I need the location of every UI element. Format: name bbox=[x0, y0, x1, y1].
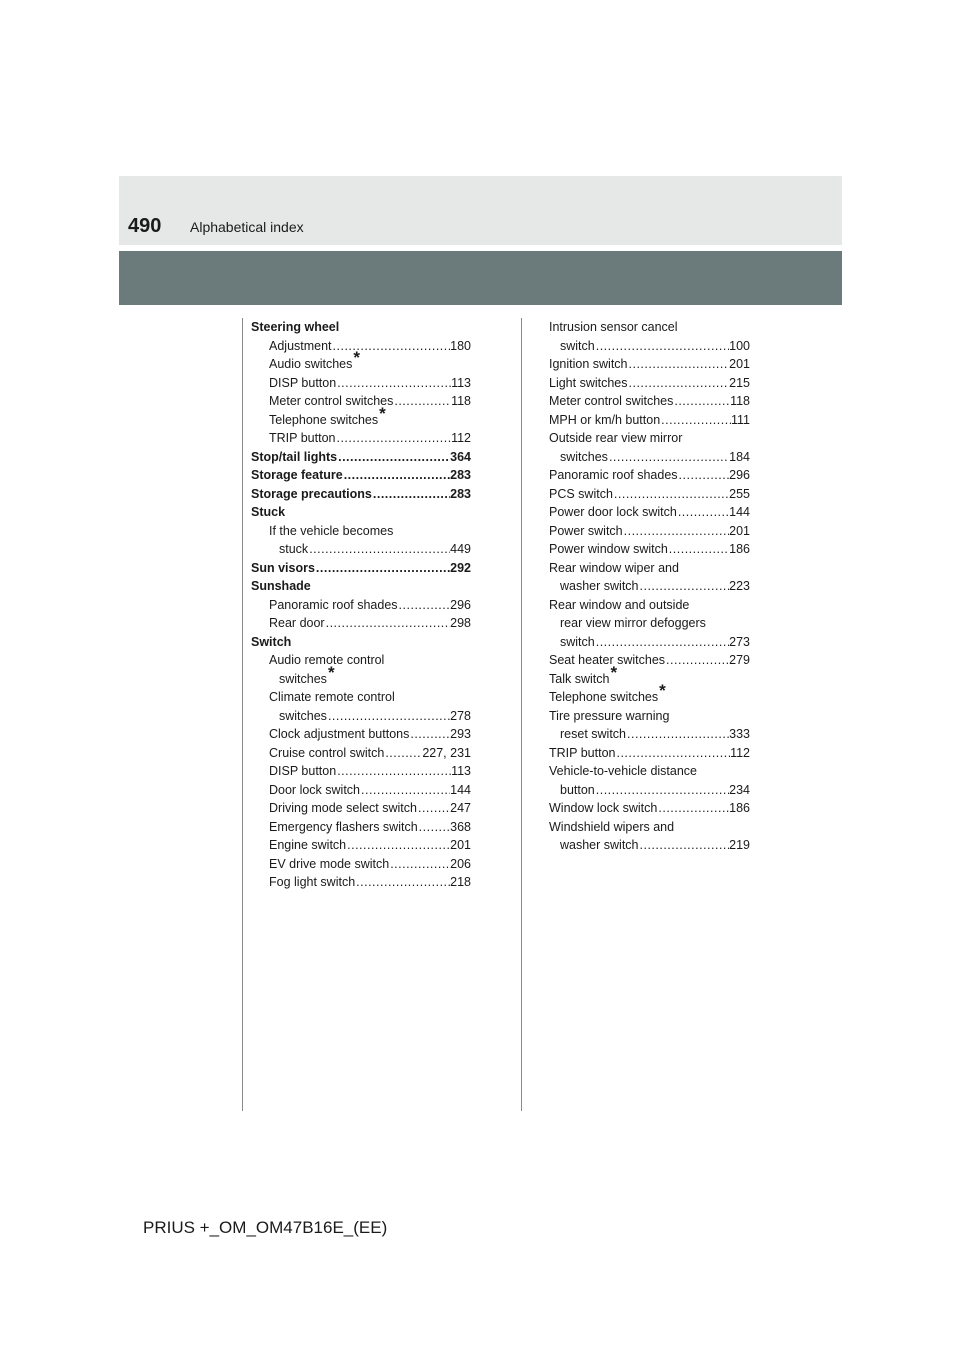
index-entry-label: Emergency flashers switch bbox=[269, 819, 418, 834]
page-reference[interactable]: 279 bbox=[729, 653, 750, 667]
dot-leader bbox=[393, 392, 451, 411]
index-entry bbox=[251, 503, 471, 522]
index-entry-label: MPH or km/h button bbox=[549, 412, 661, 427]
index-entry-label: Adjustment bbox=[269, 338, 332, 353]
index-entry-label: Stop/tail lights bbox=[251, 449, 338, 464]
dot-leader bbox=[623, 522, 730, 541]
dot-leader bbox=[608, 448, 729, 467]
index-entry-label: Ignition switch bbox=[549, 357, 628, 371]
dot-leader bbox=[665, 651, 729, 670]
index-entry-label: Intrusion sensor cancel bbox=[549, 320, 678, 334]
index-entry-label: Window lock switch bbox=[549, 801, 658, 815]
page-reference[interactable]: 227, 231 bbox=[422, 745, 471, 760]
index-entry bbox=[549, 429, 750, 448]
index-entry bbox=[251, 799, 471, 818]
index-entry-label: Power door lock switch bbox=[549, 505, 677, 519]
page-reference[interactable]: 186 bbox=[729, 542, 750, 556]
page-reference[interactable]: 296 bbox=[450, 597, 471, 612]
page-reference[interactable]: 201 bbox=[729, 523, 750, 538]
index-entry-label: Engine switch bbox=[269, 838, 347, 852]
dot-leader bbox=[628, 374, 730, 393]
index-entry bbox=[549, 651, 750, 670]
dot-leader bbox=[628, 355, 730, 374]
index-entry bbox=[251, 596, 471, 615]
page-reference[interactable]: 112 bbox=[730, 745, 750, 760]
index-entry-label: Power window switch bbox=[549, 542, 668, 556]
index-entry bbox=[549, 374, 750, 393]
page-reference[interactable]: 113 bbox=[451, 764, 471, 778]
dot-leader bbox=[595, 633, 729, 652]
index-entry bbox=[251, 466, 471, 485]
index-entry-label: Stuck bbox=[251, 505, 286, 519]
index-entry-label: washer switch bbox=[560, 579, 639, 593]
dot-leader bbox=[332, 337, 451, 356]
page-reference[interactable]: 247 bbox=[450, 801, 471, 815]
page-reference[interactable]: 292 bbox=[450, 560, 471, 575]
index-entry bbox=[251, 540, 471, 559]
dot-leader bbox=[595, 337, 729, 356]
dot-leader bbox=[626, 725, 729, 744]
index-entry-label: switch bbox=[560, 634, 595, 649]
index-entry-label: Rear window and outside bbox=[549, 597, 690, 612]
index-entry bbox=[251, 392, 471, 411]
dot-leader bbox=[315, 559, 450, 578]
page-reference[interactable]: 144 bbox=[729, 505, 750, 519]
dot-leader bbox=[360, 781, 450, 800]
index-entry-label: Door lock switch bbox=[269, 782, 360, 797]
dot-leader bbox=[389, 855, 450, 874]
index-entry-label: Vehicle-to-vehicle distance bbox=[549, 764, 697, 778]
index-entry bbox=[549, 799, 750, 818]
index-entry bbox=[251, 522, 471, 541]
page-reference[interactable]: 293 bbox=[450, 727, 471, 741]
index-entry-label: Windshield wipers and bbox=[549, 819, 675, 834]
page-reference[interactable]: 111 bbox=[730, 412, 750, 427]
index-entry-label: TRIP button bbox=[269, 431, 336, 445]
index-column-right bbox=[549, 318, 750, 855]
dot-leader bbox=[336, 374, 451, 393]
footnote-star: * bbox=[379, 403, 386, 423]
index-entry-label: Clock adjustment buttons bbox=[269, 727, 410, 741]
page-reference[interactable]: 215 bbox=[729, 375, 750, 390]
index-entry bbox=[549, 337, 750, 356]
index-entry-label: button bbox=[560, 782, 595, 797]
index-entry bbox=[549, 781, 750, 800]
index-entry-label: switches* bbox=[279, 662, 335, 686]
index-entry bbox=[251, 318, 471, 337]
page-reference[interactable]: 112 bbox=[451, 431, 471, 445]
page-number: 490 bbox=[128, 215, 162, 237]
index-entry-label: Steering wheel bbox=[251, 320, 340, 334]
index-entry bbox=[251, 633, 471, 652]
dot-leader bbox=[409, 725, 450, 744]
index-entry-label: rear view mirror defoggers bbox=[560, 616, 706, 630]
page-reference[interactable]: 255 bbox=[729, 486, 750, 501]
page-reference[interactable]: 201 bbox=[729, 357, 750, 371]
page-reference[interactable]: 144 bbox=[450, 782, 471, 797]
index-entry-label: switch bbox=[560, 338, 595, 353]
index-entry-label: Audio switches* bbox=[269, 348, 360, 371]
footnote-star: * bbox=[353, 348, 360, 367]
index-entry-label: Storage feature bbox=[251, 468, 343, 482]
dot-leader bbox=[384, 744, 422, 763]
index-entry-label: TRIP button bbox=[549, 745, 616, 760]
index-entry bbox=[251, 559, 471, 578]
index-entry bbox=[549, 448, 750, 467]
index-entry bbox=[549, 836, 750, 855]
index-entry-label: Sun visors bbox=[251, 560, 315, 575]
index-entry bbox=[549, 762, 750, 781]
page-reference[interactable]: 283 bbox=[450, 486, 471, 501]
index-entry-label: Climate remote control bbox=[269, 690, 395, 704]
index-entry bbox=[251, 348, 471, 374]
page-reference[interactable]: 298 bbox=[450, 616, 471, 630]
index-entry bbox=[549, 559, 750, 578]
dot-leader bbox=[337, 448, 450, 467]
index-entry bbox=[549, 577, 750, 596]
index-entry bbox=[251, 429, 471, 448]
page-reference[interactable]: 180 bbox=[450, 338, 471, 353]
page-reference[interactable]: 296 bbox=[729, 468, 750, 482]
page-reference[interactable]: 364 bbox=[450, 449, 471, 464]
dot-leader bbox=[595, 781, 729, 800]
dot-leader bbox=[335, 429, 451, 448]
dot-leader bbox=[325, 614, 451, 633]
dot-leader bbox=[613, 485, 729, 504]
index-entry-label: reset switch bbox=[560, 727, 626, 741]
index-entry-label: Meter control switches bbox=[269, 394, 394, 408]
index-entry-label: Telephone switches* bbox=[269, 403, 386, 427]
dot-leader bbox=[418, 818, 450, 837]
page-reference[interactable]: 333 bbox=[729, 727, 750, 741]
index-entry bbox=[251, 855, 471, 874]
dot-leader bbox=[657, 799, 729, 818]
index-entry-label: Power switch bbox=[549, 523, 623, 538]
index-entry-label: Rear door bbox=[269, 616, 325, 630]
column-rule-left bbox=[242, 318, 243, 1111]
index-entry-label: Panoramic roof shades bbox=[269, 597, 398, 612]
index-entry bbox=[251, 614, 471, 633]
index-entry bbox=[251, 688, 471, 707]
index-entry-label: stuck bbox=[279, 542, 309, 556]
page-reference[interactable]: 449 bbox=[450, 542, 471, 556]
page-reference[interactable]: 234 bbox=[729, 782, 750, 797]
index-entry bbox=[251, 836, 471, 855]
dot-leader bbox=[678, 466, 730, 485]
dot-leader bbox=[639, 577, 730, 596]
index-entry bbox=[251, 873, 471, 892]
column-rule-right bbox=[521, 318, 522, 1111]
index-entry-label: Audio remote control bbox=[269, 653, 385, 667]
header-dark-band bbox=[119, 251, 842, 305]
index-entry-label: Fog light switch bbox=[269, 875, 356, 889]
index-entry bbox=[549, 707, 750, 726]
index-entry bbox=[549, 681, 750, 707]
dot-leader bbox=[372, 485, 450, 504]
dot-leader bbox=[673, 392, 730, 411]
index-entry-label: Storage precautions bbox=[251, 486, 372, 501]
section-title: Alphabetical index bbox=[190, 219, 304, 235]
page-reference[interactable]: 184 bbox=[729, 449, 750, 464]
index-entry-label: Switch bbox=[251, 634, 292, 649]
index-entry bbox=[549, 744, 750, 763]
index-entry bbox=[549, 485, 750, 504]
index-entry-label: switches bbox=[560, 449, 608, 464]
footnote-star: * bbox=[610, 662, 618, 682]
dot-leader bbox=[346, 836, 450, 855]
index-entry bbox=[251, 725, 471, 744]
index-entry bbox=[251, 818, 471, 837]
dot-leader bbox=[308, 540, 450, 559]
index-entry bbox=[251, 707, 471, 726]
index-entry bbox=[251, 662, 471, 689]
index-entry bbox=[251, 403, 471, 430]
page-reference[interactable]: 206 bbox=[450, 856, 471, 871]
index-entry bbox=[549, 596, 750, 615]
index-entry bbox=[251, 651, 471, 670]
document-code: PRIUS +_OM_OM47B16E_(EE) bbox=[143, 1218, 388, 1237]
index-entry-label: Cruise control switch bbox=[269, 745, 385, 760]
footnote-star: * bbox=[659, 681, 666, 700]
index-entry bbox=[549, 411, 750, 430]
index-entry-label: Tire pressure warning bbox=[549, 708, 670, 723]
index-entry bbox=[251, 374, 471, 393]
index-entry bbox=[549, 662, 750, 689]
index-entry-label: Outside rear view mirror bbox=[549, 431, 683, 445]
dot-leader bbox=[343, 466, 450, 485]
index-entry bbox=[549, 633, 750, 652]
index-entry-label: washer switch bbox=[560, 838, 639, 852]
page-reference[interactable]: 273 bbox=[729, 634, 750, 649]
index-entry bbox=[549, 466, 750, 485]
index-entry-label: Driving mode select switch bbox=[269, 801, 417, 815]
dot-leader bbox=[336, 762, 451, 781]
dot-leader bbox=[677, 503, 729, 522]
index-entry bbox=[549, 355, 750, 374]
index-entry-label: EV drive mode switch bbox=[269, 856, 390, 871]
page-reference[interactable]: 118 bbox=[451, 394, 471, 408]
index-entry-label: Seat heater switches bbox=[549, 653, 666, 667]
index-entry-label: Meter control switches bbox=[549, 394, 674, 408]
index-entry bbox=[251, 337, 471, 356]
index-entry bbox=[549, 540, 750, 559]
index-entry-label: switches bbox=[279, 708, 327, 723]
index-entry bbox=[549, 392, 750, 411]
page-reference[interactable]: 186 bbox=[729, 801, 750, 815]
dot-leader bbox=[668, 540, 729, 559]
dot-leader bbox=[639, 836, 730, 855]
index-entry bbox=[251, 762, 471, 781]
page-reference[interactable]: 113 bbox=[451, 375, 471, 390]
index-entry bbox=[251, 448, 471, 467]
index-entry bbox=[549, 318, 750, 337]
index-entry bbox=[251, 781, 471, 800]
dot-leader bbox=[355, 873, 450, 892]
page-reference[interactable]: 201 bbox=[450, 838, 471, 852]
index-entry-label: Telephone switches* bbox=[549, 681, 666, 704]
index-column-left bbox=[251, 318, 471, 892]
page-reference[interactable]: 118 bbox=[730, 394, 750, 408]
index-entry bbox=[251, 485, 471, 504]
page-reference[interactable]: 219 bbox=[729, 838, 750, 852]
footnote-star: * bbox=[327, 662, 335, 682]
page-reference[interactable]: 368 bbox=[450, 819, 471, 834]
index-entry-label: DISP button bbox=[269, 764, 337, 778]
index-entry bbox=[549, 503, 750, 522]
index-entry-label: Light switches bbox=[549, 375, 628, 390]
page-reference[interactable]: 223 bbox=[729, 579, 750, 593]
page-reference[interactable]: 283 bbox=[450, 468, 471, 482]
index-entry-label: PCS switch bbox=[549, 486, 613, 501]
page-reference[interactable]: 278 bbox=[450, 708, 471, 723]
index-entry-label: Panoramic roof shades bbox=[549, 468, 678, 482]
dot-leader bbox=[615, 744, 730, 763]
index-entry-label: Rear window wiper and bbox=[549, 560, 679, 575]
index-entry-label: Talk switch* bbox=[549, 662, 618, 686]
dot-leader bbox=[398, 596, 451, 615]
index-entry bbox=[251, 577, 471, 596]
dot-leader bbox=[327, 707, 450, 726]
index-entry bbox=[549, 818, 750, 837]
index-entry bbox=[251, 744, 471, 763]
index-entry bbox=[549, 522, 750, 541]
page-reference[interactable]: 218 bbox=[450, 875, 471, 889]
index-entry-label: DISP button bbox=[269, 375, 337, 390]
index-entry-label: Sunshade bbox=[251, 579, 311, 593]
dot-leader bbox=[660, 411, 731, 430]
index-entry bbox=[549, 725, 750, 744]
dot-leader bbox=[417, 799, 450, 818]
index-entry-label: If the vehicle becomes bbox=[269, 523, 394, 538]
index-entry bbox=[549, 614, 750, 633]
page-reference[interactable]: 100 bbox=[729, 338, 750, 353]
